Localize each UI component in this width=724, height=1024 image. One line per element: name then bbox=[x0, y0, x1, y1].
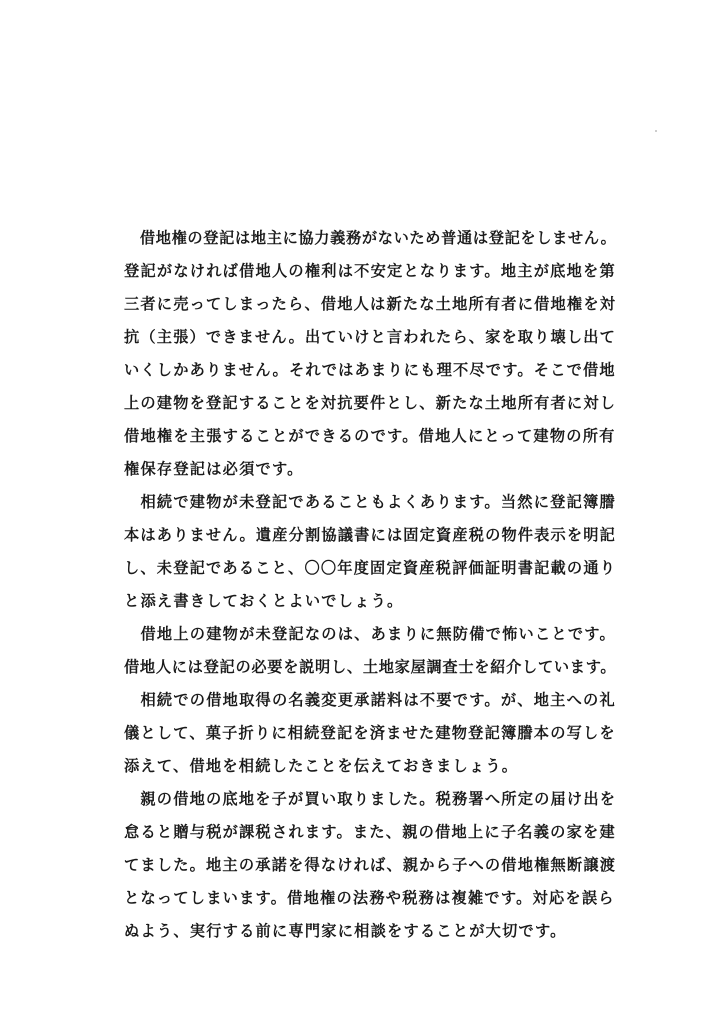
text-line-17: 添えて、借地を相続したことを伝えておきましょう。 bbox=[124, 757, 519, 775]
text-line-10: 本はありません。遺産分割協議書には固定資産税の物件表示を明記 bbox=[124, 526, 617, 544]
text-line-1: 借地権の登記は地主に協力義務がないため普通は登記をしません。 bbox=[124, 229, 617, 247]
text-line-2: 登記がなければ借地人の権利は不安定となります。地主が底地を第 bbox=[124, 262, 616, 280]
text-line-11: し、未登記であること、〇〇年度固定資産税評価証明書記載の通り bbox=[124, 559, 617, 577]
scan-speck bbox=[655, 130, 657, 132]
text-line-20: てました。地主の承諾を得なければ、親から子への借地権無断譲渡 bbox=[124, 856, 617, 874]
text-line-6: 上の建物を登記することを対抗要件とし、新たな土地所有者に対し bbox=[124, 394, 617, 412]
text-line-7: 借地権を主張することができるのです。借地人にとって建物の所有 bbox=[124, 427, 616, 445]
text-line-19: 怠ると贈与税が課税されます。また、親の借地上に子名義の家を建 bbox=[124, 823, 616, 841]
text-line-3: 三者に売ってしまったら、借地人は新たな土地所有者に借地権を対 bbox=[124, 295, 617, 313]
text-line-13: 借地上の建物が未登記なのは、あまりに無防備で怖いことです。 bbox=[124, 625, 616, 643]
text-line-21: となってしまいます。借地権の法務や税務は複雑です。対応を誤ら bbox=[124, 889, 615, 907]
text-line-16: 儀として、菓子折りに相続登記を済ませた建物登記簿謄本の写しを bbox=[124, 724, 616, 742]
text-line-4: 抗（主張）できません。出ていけと言われたら、家を取り壊し出て bbox=[124, 328, 617, 346]
text-line-9: 相続で建物が未登記であることもよくあります。当然に登記簿謄 bbox=[124, 493, 616, 511]
text-line-18: 親の借地の底地を子が買い取りました。税務署へ所定の届け出を bbox=[124, 790, 617, 808]
text-line-15: 相続での借地取得の名義変更承諾料は不要です。が、地主への礼 bbox=[124, 691, 616, 709]
text-line-8: 権保存登記は必須です。 bbox=[124, 460, 304, 478]
text-line-14: 借地人には登記の必要を説明し、土地家屋調査士を紹介しています。 bbox=[124, 658, 617, 676]
text-line-22: ぬよう、実行する前に専門家に相談をすることが大切です。 bbox=[124, 922, 567, 940]
text-line-12: と添え書きしておくとよいでしょう。 bbox=[124, 592, 404, 610]
text-line-5: いくしかありません。それではあまりにも理不尽です。そこで借地 bbox=[124, 361, 616, 379]
